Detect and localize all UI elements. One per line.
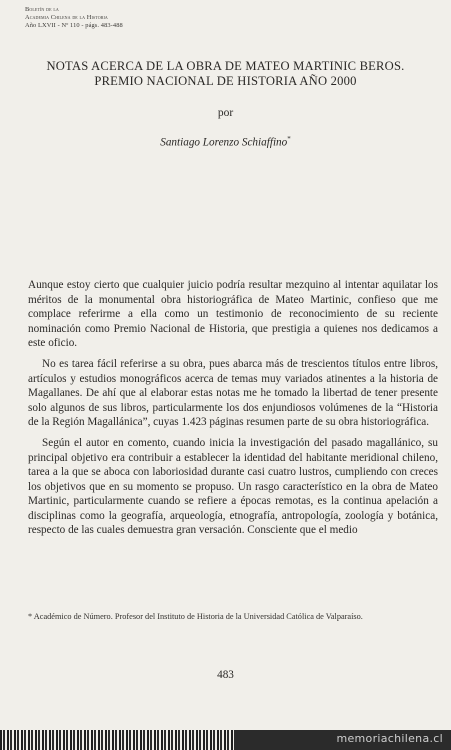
watermark-link[interactable]: memoriachilena.cl bbox=[336, 732, 443, 745]
article-body bbox=[28, 278, 438, 544]
footer-bar bbox=[0, 730, 451, 750]
header-line-3: Año LXVII - Nº 110 - págs. 483-488 bbox=[25, 22, 123, 29]
header-line-2: Academia Chilena de la Historia bbox=[25, 14, 108, 21]
paragraph-3: Según el autor en comento, cuando inicia la investigación del pasado magallánico, su principal objetivo era contribuir a establecer la identidad del habitante meridional chileno, tarea a la que se aboca con laboriosidad durante casi cuatro lustros, cumpliendo con creces los objetivos que en su momento se propuso. Un rasgo característico en la obra de Mateo Martinic, particularmente cuando se refiere a épocas remotas, es la continua apelación a disciplinas como la geografía, arqueología, etnografía, antropología, zoología y botánica, respecto de las cuales demuestra gran versación. Consciente que el medio bbox=[28, 437, 438, 537]
watermark-area bbox=[236, 730, 451, 750]
author-name-text: Santiago Lorenzo Schiaffino bbox=[160, 136, 288, 149]
barcode-stripes bbox=[0, 730, 236, 750]
page-number: 483 bbox=[217, 669, 234, 681]
header-line-1: Boletín de la bbox=[25, 6, 59, 13]
author-name bbox=[0, 135, 451, 149]
footnote: * Académico de Número. Profesor del Instituto de Historia de la Universidad Católica de Valparaíso. bbox=[28, 612, 363, 621]
footnote-marker: * bbox=[287, 135, 291, 143]
journal-header bbox=[25, 6, 123, 30]
byline-por: por bbox=[217, 107, 234, 119]
paragraph-1: Aunque estoy cierto que cualquier juicio podría resultar mezquino al intentar aquilatar los méritos de la monumental obra historiográfica de Mateo Martinic, confieso que me complace referirme a ella como un testimonio de reconocimiento de su reciente nominación como Premio Nacional de Historia, que prestigia a quienes nos dedicamos a este oficio. bbox=[28, 279, 438, 350]
title-line-1: NOTAS ACERCA DE LA OBRA DE MATEO MARTINIC BEROS. bbox=[46, 59, 405, 73]
article-title bbox=[0, 59, 451, 89]
title-line-2: PREMIO NACIONAL DE HISTORIA AÑO 2000 bbox=[94, 74, 357, 88]
paragraph-2: No es tarea fácil referirse a su obra, pues abarca más de trescientos títulos entre libros, artículos y estudios monográficos acerca de temas muy variados atinentes a la historia de Magallanes. De ahí que al elaborar estas notas me he tomado la libertad de tener presente solo algunos de sus libros, particularmente los dos enjundiosos volúmenes de la “Historia de la Región Magallánica”, cuyas 1.423 páginas resumen parte de su obra historiográfica. bbox=[28, 358, 438, 429]
